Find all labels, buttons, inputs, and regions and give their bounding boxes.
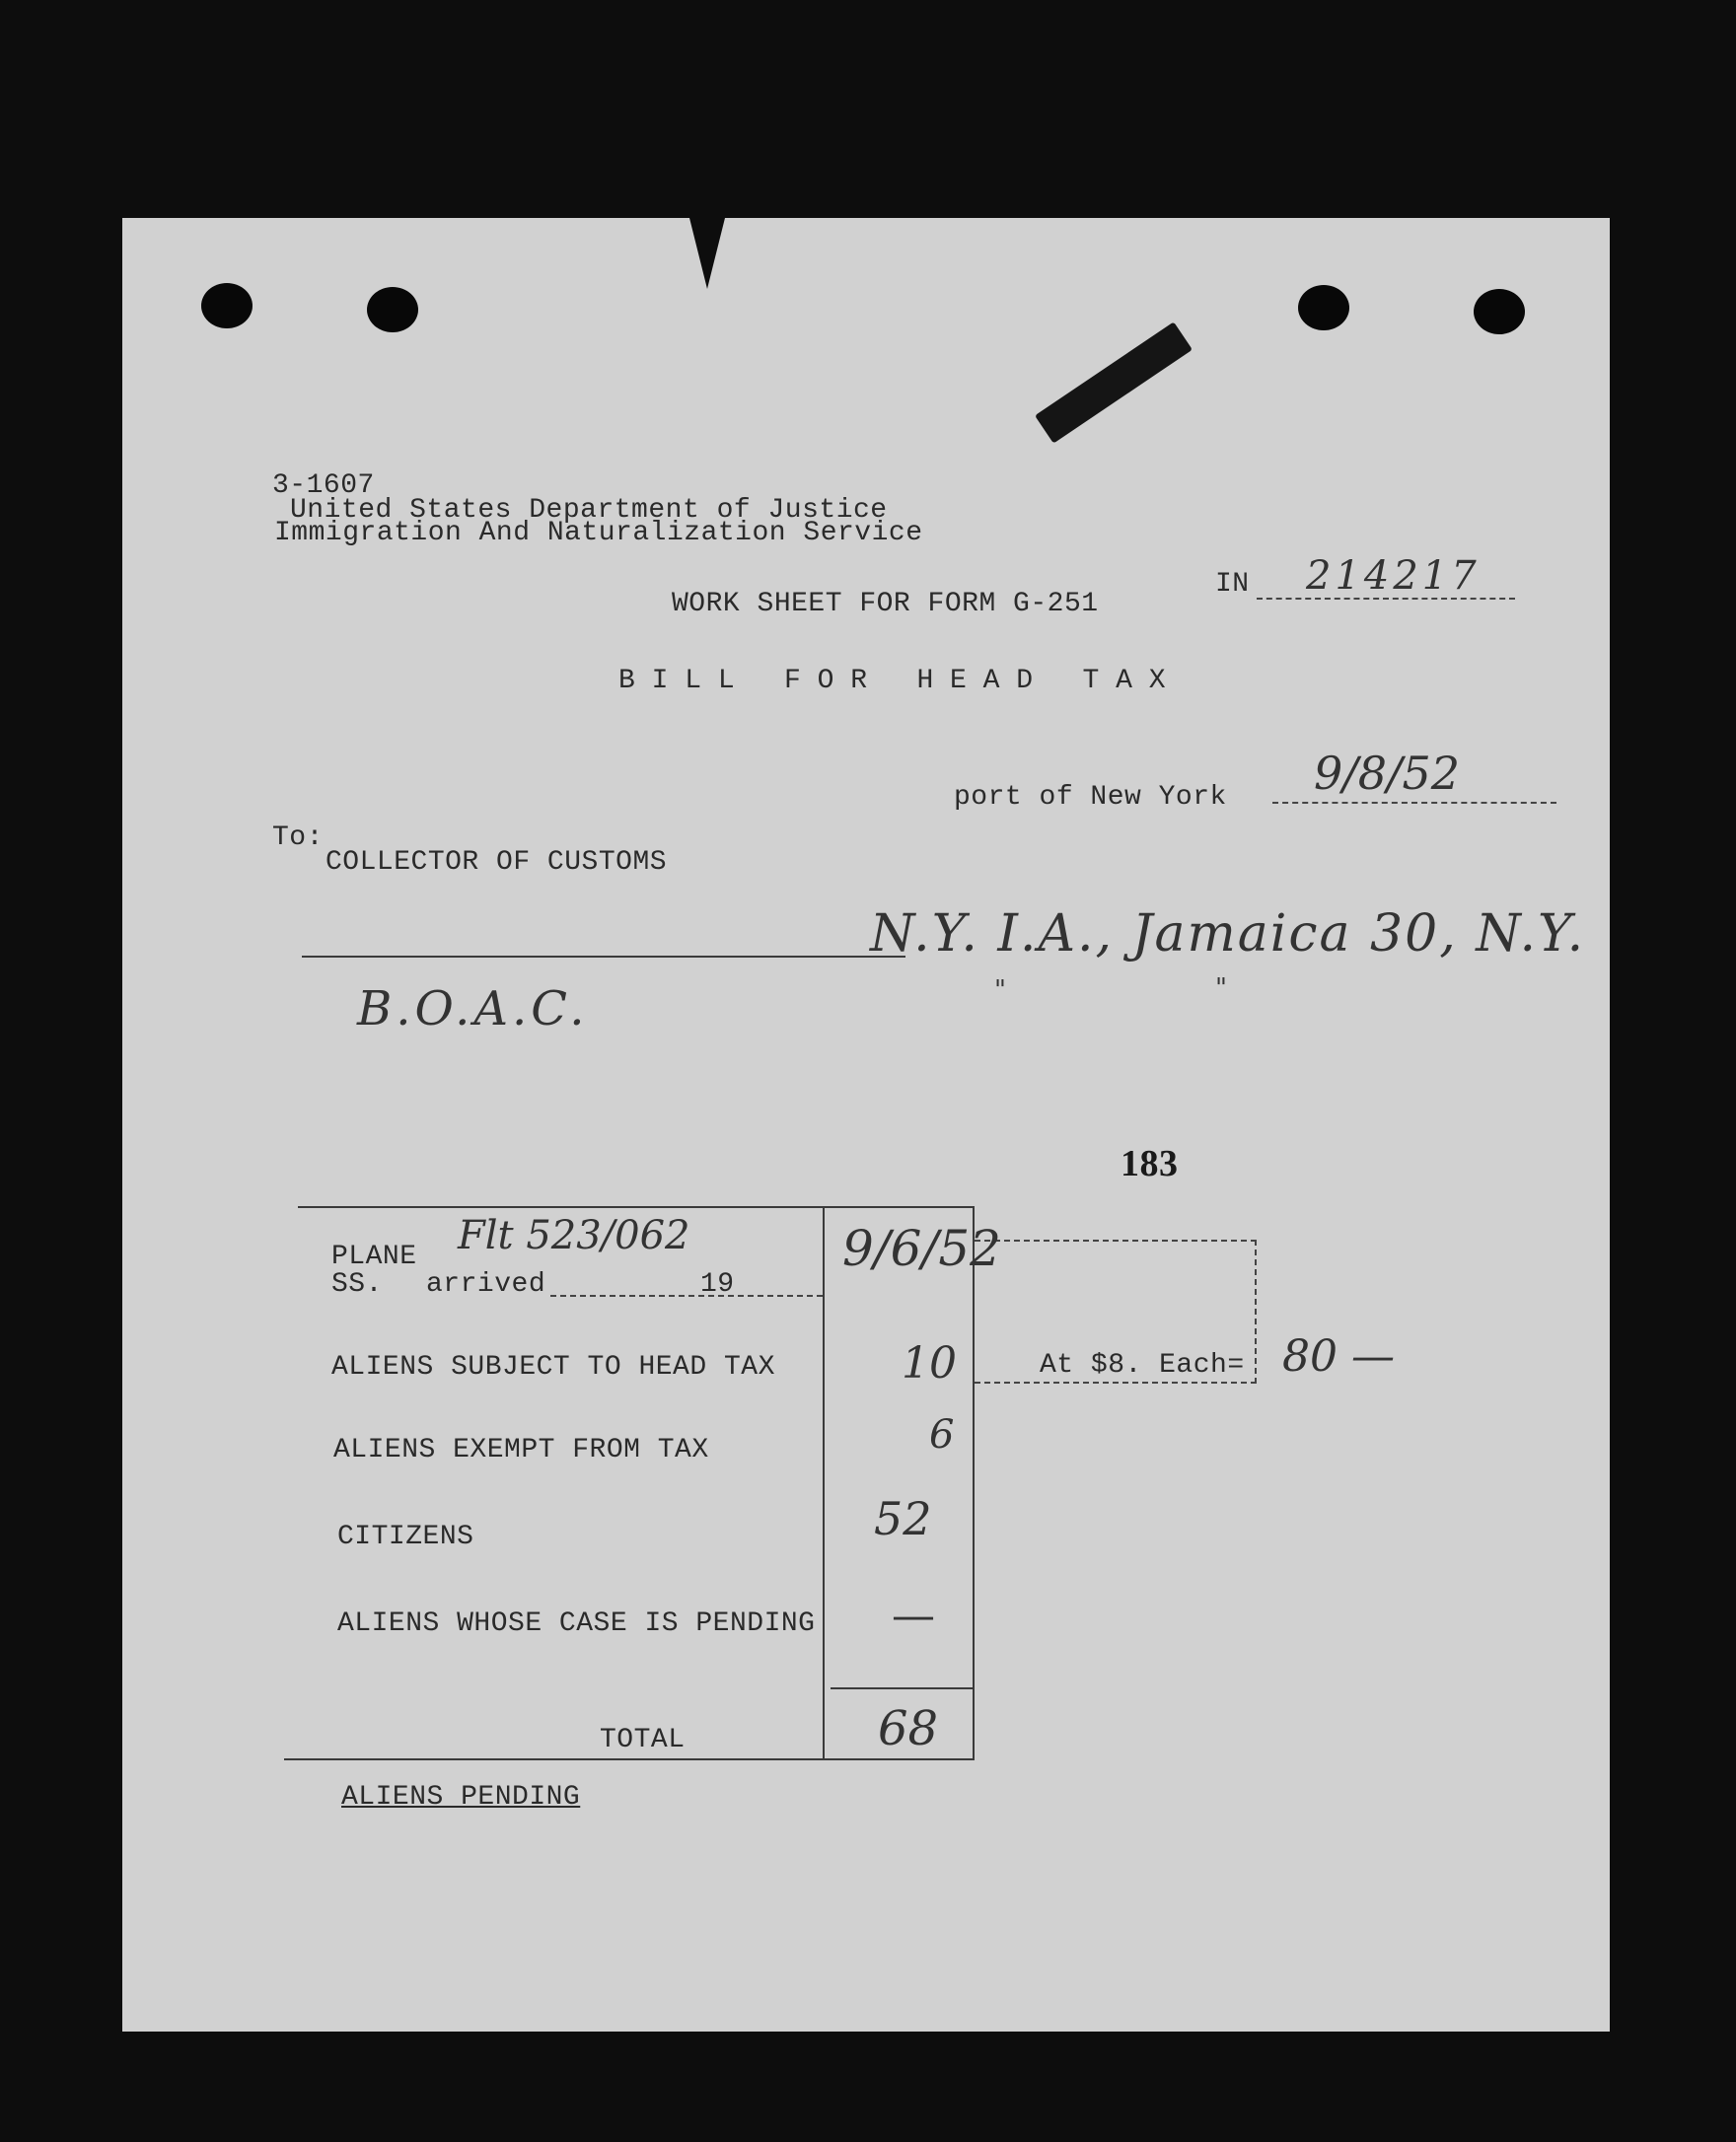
table-top-rule xyxy=(298,1206,973,1208)
arrived-label: arrived xyxy=(426,1269,546,1300)
year-prefix: 19 xyxy=(700,1269,735,1300)
service-name: Immigration And Naturalization Service xyxy=(274,518,923,548)
punch-hole xyxy=(1298,285,1349,330)
rate-box-bottom xyxy=(975,1382,1257,1384)
address-line xyxy=(302,956,905,958)
port-label: port of New York xyxy=(954,782,1227,813)
column-divider-right xyxy=(973,1206,975,1760)
arrived-line xyxy=(550,1295,823,1297)
torn-notch xyxy=(689,218,725,289)
row-value-aliens-pending: — xyxy=(892,1591,935,1641)
punch-hole xyxy=(367,287,418,332)
bill-title: B I L L F O R H E A D T A X xyxy=(618,666,1166,696)
row-label-aliens-subject: ALIENS SUBJECT TO HEAD TAX xyxy=(331,1352,775,1383)
port-date-line xyxy=(1272,802,1556,804)
total-value: 68 xyxy=(878,1701,939,1756)
row-label-aliens-pending: ALIENS WHOSE CASE IS PENDING xyxy=(337,1608,816,1639)
collector-location: N.Y. I.A., Jamaica 30, N.Y. xyxy=(870,904,1586,964)
punch-hole xyxy=(1474,289,1525,334)
to-label: To: xyxy=(272,822,324,853)
ditto-mark: " xyxy=(994,975,1006,1005)
row-value-aliens-subject: 10 xyxy=(902,1338,957,1389)
total-label: TOTAL xyxy=(600,1725,686,1755)
plane-value: Flt 523/062 xyxy=(458,1213,690,1258)
in-number: 214217 xyxy=(1306,553,1481,599)
stamp-number: 183 xyxy=(1121,1143,1179,1184)
received-stamp xyxy=(1035,321,1193,443)
total-separator xyxy=(831,1687,973,1689)
in-number-line xyxy=(1257,598,1515,600)
rate-box-top xyxy=(975,1240,1257,1242)
row-value-aliens-exempt: 6 xyxy=(929,1412,955,1458)
rate-label: At $8. Each= xyxy=(1040,1350,1245,1381)
aliens-pending-heading: ALIENS PENDING xyxy=(341,1782,581,1813)
collector-label: COLLECTOR OF CUSTOMS xyxy=(326,847,668,878)
port-date: 9/8/52 xyxy=(1314,747,1461,800)
column-divider-left xyxy=(823,1206,825,1758)
form-number: 3-1607 xyxy=(272,470,375,501)
punch-hole xyxy=(201,283,253,328)
arrival-date: 9/6/52 xyxy=(842,1220,1001,1277)
in-label: IN xyxy=(1215,569,1250,600)
document-page xyxy=(122,218,1610,2032)
carrier-name: B.O.A.C. xyxy=(357,981,589,1036)
table-bottom-rule xyxy=(284,1758,975,1760)
row-label-aliens-exempt: ALIENS EXEMPT FROM TAX xyxy=(333,1435,709,1465)
rate-amount: 80 — xyxy=(1282,1331,1395,1382)
row-label-citizens: CITIZENS xyxy=(337,1522,474,1552)
plane-label: PLANE xyxy=(331,1242,417,1272)
worksheet-title: WORK SHEET FOR FORM G-251 xyxy=(672,589,1099,619)
ss-label: SS. xyxy=(331,1269,383,1300)
rate-box-side xyxy=(1255,1240,1257,1384)
row-value-citizens: 52 xyxy=(874,1492,932,1545)
ditto-mark: " xyxy=(1215,973,1227,1003)
department-name: United States Department of Justice xyxy=(290,495,888,526)
